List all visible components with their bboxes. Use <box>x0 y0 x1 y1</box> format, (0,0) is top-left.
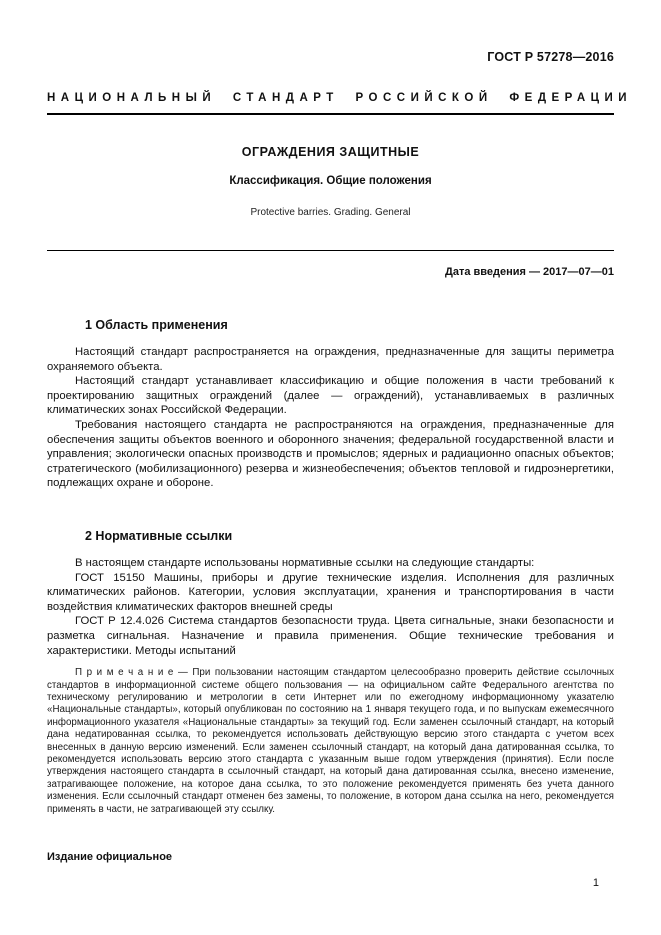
header-divider <box>47 113 614 115</box>
section-2-paragraph: В настоящем стандарте использованы нормативные ссылки на следующие стандарты: <box>75 556 535 569</box>
national-standard-header: НАЦИОНАЛЬНЫЙ СТАНДАРТ РОССИЙСКОЙ ФЕДЕРАЦИИ <box>47 92 633 104</box>
section-1-paragraph: Настоящий стандарт устанавливает классификацию и общие положения в части требований к проектированию защитных ограждений (далее — ограждений), устанавливаемых в различных климатических зонах Российской Федерации. <box>47 375 614 417</box>
section-1-paragraph: Требования настоящего стандарта не распространяются на ограждения, предназначенные для обеспечения защиты объектов военного и оборонного значения; федеральной государственной власти и управления; экологически опасных производств и промыслов; ядерных и радиационно опасных объектов; стратегического (мобилизационного) резерва и жизнеобеспечения; объектов тепловой и гидроэнергетики, подлежащих охране и обороне. <box>47 418 614 490</box>
effective-date: Дата введения — 2017—07—01 <box>445 266 614 278</box>
section-2-note: П р и м е ч а н и е — При пользовании настоящим стандартом целесообразно проверить действие ссылочных стандартов в информационной системе общего пользования — на официальном сайте Федерального агентства по техническому регулированию и метрологии в сети Интернет или по ежегодному информационному указателю «Национальные стандарты», который опубликован по состоянию на 1 января текущего года, и по выпускам ежемесячного информационного указателя «Национальные стандарты» за текущий год. Если заменен ссылочный стандарт, на который дана недатированная ссылка, то рекомендуется использовать действующую версию этого стандарта с учетом всех внесенных в данную версию изменений. Если заменен ссылочный стандарт, на который дана датированная ссылка, то рекомендуется использовать версию этого стандарта с указанным выше годом утверждения (принятия). Если после утверждения настоящего стандарта в ссылочный стандарт, на который дана датированная ссылка, внесено изменение, затрагивающее положение, на которое дана ссылка, то это положение рекомендуется применять без учета данного изменения. Если ссылочный стандарт отменен без замены, то положение, в котором дана ссылка на него, рекомендуется применять в части, не затрагивающей эту ссылку. <box>47 667 614 815</box>
document-title-english: Protective barries. Grading. General <box>250 207 411 218</box>
section-2-paragraph: ГОСТ Р 12.4.026 Система стандартов безопасности труда. Цвета сигнальные, знаки безопасности и разметка сигнальная. Назначение и правила применения. Общие технические требования и характеристики. Методы испытаний <box>47 615 614 657</box>
page-number: 1 <box>592 877 599 889</box>
document-title: ОГРАЖДЕНИЯ ЗАЩИТНЫЕ <box>241 145 420 159</box>
section-1-heading: 1 Область применения <box>85 318 228 332</box>
section-1-paragraph: Настоящий стандарт распространяется на ограждения, предназначенные для защиты периметра охраняемого объекта. <box>47 346 614 373</box>
doc-number: ГОСТ Р 57278—2016 <box>487 50 614 64</box>
title-divider <box>47 250 614 251</box>
document-subtitle: Классификация. Общие положения <box>229 175 432 187</box>
official-edition-label: Издание официальное <box>47 851 173 863</box>
section-2-paragraph: ГОСТ 15150 Машины, приборы и другие технические изделия. Исполнения для различных климатических районов. Категории, условия эксплуатации, хранения и транспортирования в части воздействия климатических факторов внешней среды <box>47 571 614 613</box>
section-2-heading: 2 Нормативные ссылки <box>85 528 233 543</box>
